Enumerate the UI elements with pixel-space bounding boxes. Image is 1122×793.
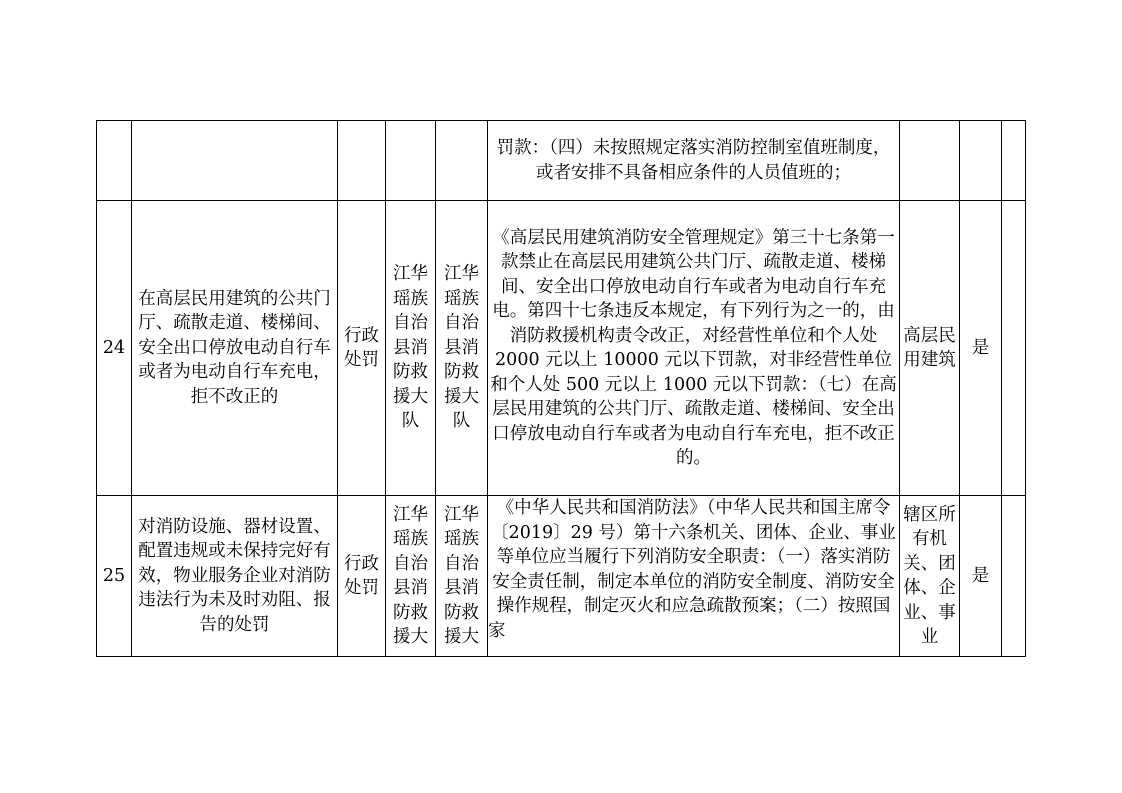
applicable-scope	[900, 121, 960, 201]
regulation-table	[96, 120, 1026, 657]
disclosure-flag: 是	[960, 496, 1002, 657]
row-number	[97, 121, 132, 201]
item-category: 行政处罚	[338, 201, 386, 496]
extra-cell	[1002, 121, 1026, 201]
executing-body	[436, 121, 488, 201]
item-category	[338, 121, 386, 201]
extra-cell	[1002, 496, 1026, 657]
item-name: 对消防设施、器材设置、配置违规或未保持完好有效，物业服务企业对消防违法行为未及时劝阻、报告的处罚	[132, 496, 338, 657]
implementing-subject: 江华瑶族自治县消防救援大队	[386, 201, 436, 496]
table-row	[97, 121, 1026, 201]
implementing-subject: 江华瑶族自治县消防救援大	[386, 496, 436, 657]
legal-basis: 《高层民用建筑消防安全管理规定》第三十七条第一款禁止在高层民用建筑公共门厅、疏散走道、楼梯间、安全出口停放电动自行车或者为电动自行车充电。第四十七条违反本规定，有下列行为之一的，由消防救援机构责令改正，对经营性单位和个人处 2000 元以上 10000 元以下罚款，对非经营性单位和个人处 500 元以上 1000 元以下罚款：（七）在高层民用建筑的公共门厅、疏散走道、楼梯间、安全出口停放电动自行车或者为电动自行车充电，拒不改正的。	[488, 201, 900, 496]
legal-basis: 罚款：（四）未按照规定落实消防控制室值班制度，或者安排不具备相应条件的人员值班的；	[488, 121, 900, 201]
executing-body: 江华瑶族自治县消防救援大	[436, 496, 488, 657]
disclosure-flag: 是	[960, 201, 1002, 496]
table-row	[97, 496, 1026, 657]
item-category: 行政处罚	[338, 496, 386, 657]
item-name: 在高层民用建筑的公共门厅、疏散走道、楼梯间、安全出口停放电动自行车或者为电动自行车充电，拒不改正的	[132, 201, 338, 496]
applicable-scope: 辖区所有机关、团体、企业、事业	[900, 496, 960, 657]
applicable-scope: 高层民用建筑	[900, 201, 960, 496]
extra-cell	[1002, 201, 1026, 496]
table-row	[97, 201, 1026, 496]
disclosure-flag	[960, 121, 1002, 201]
legal-basis: 《中华人民共和国消防法》（中华人民共和国主席令〔2019〕29 号）第十六条机关、团体、企业、事业等单位应当履行下列消防安全职责：（一）落实消防安全责任制，制定本单位的消防安全制度、消防安全操作规程，制定灭火和应急疏散预案；（二）按照国家	[488, 496, 900, 657]
implementing-subject	[386, 121, 436, 201]
item-name	[132, 121, 338, 201]
row-number: 25	[97, 496, 132, 657]
executing-body: 江华瑶族自治县消防救援大队	[436, 201, 488, 496]
row-number: 24	[97, 201, 132, 496]
